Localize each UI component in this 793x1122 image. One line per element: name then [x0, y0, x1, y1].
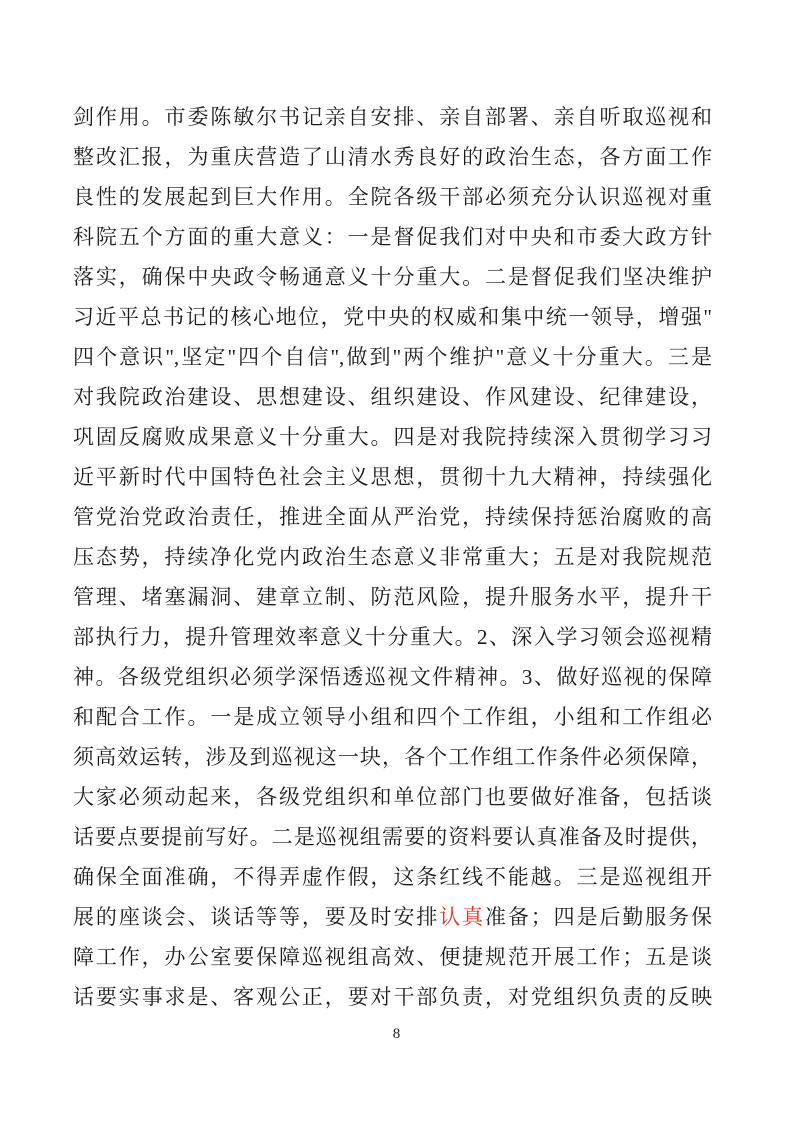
text-line: 巩固反腐败成果意义十分重大。四是对我院持续深入贯彻学习习 — [73, 425, 712, 449]
text-line: 管党治党政治责任，推进全面从严治党，持续保持惩治腐败的高 — [73, 505, 712, 529]
text-line: 话要点要提前写好。二是巡视组需要的资料要认真准备及时提供， — [73, 825, 712, 849]
text-line: 剑作用。市委陈敏尔书记亲自安排、亲自部署、亲自听取巡视和 — [73, 105, 712, 129]
text-line: 部执行力，提升管理效率意义十分重大。2、深入学习领会巡视精 — [73, 625, 712, 649]
text-line: 科院五个方面的重大意义：一是督促我们对中央和市委大政方针 — [73, 225, 712, 249]
text-line: 对我院政治建设、思想建设、组织建设、作风建设、纪律建设， — [73, 385, 712, 409]
text-line: 四个意识",坚定"四个自信",做到"两个维护"意义十分重大。三是 — [73, 345, 712, 369]
text-line: 确保全面准确，不得弄虚作假，这条红线不能越。三是巡视组开 — [73, 865, 712, 889]
text-segment: 展的座谈会、谈话等等，要及时安排 — [73, 905, 440, 929]
text-line: 整改汇报，为重庆营造了山清水秀良好的政治生态，各方面工作 — [73, 145, 712, 169]
text-line: 和配合工作。一是成立领导小组和四个工作组，小组和工作组必 — [73, 705, 712, 729]
text-line: 落实，确保中央政令畅通意义十分重大。二是督促我们坚决维护 — [73, 265, 712, 289]
page-number: 8 — [392, 1026, 401, 1042]
text-line: 习近平总书记的核心地位，党中央的权威和集中统一领导，增强" — [73, 305, 712, 329]
text-line: 管理、堵塞漏洞、建章立制、防范风险，提升服务水平，提升干 — [73, 585, 712, 609]
text-line: 良性的发展起到巨大作用。全院各级干部必须充分认识巡视对重 — [73, 185, 712, 209]
text-line: 话要实事求是、客观公正，要对干部负责，对党组织负责的反映 — [73, 985, 712, 1009]
text-line: 神。各级党组织必须学深悟透巡视文件精神。3、做好巡视的保障 — [73, 665, 712, 689]
text-segment: 准备；四是后勤服务保 — [485, 905, 712, 929]
highlighted-text: 认真 — [439, 905, 486, 929]
text-line: 须高效运转，涉及到巡视这一块，各个工作组工作条件必须保障， — [73, 745, 712, 769]
text-line: 障工作，办公室要保障巡视组高效、便捷规范开展工作；五是谈 — [73, 945, 712, 969]
body-text — [73, 97, 712, 1017]
text-line: 近平新时代中国特色社会主义思想，贯彻十九大精神，持续强化 — [73, 465, 712, 489]
text-line: 压态势，持续净化党内政治生态意义非常重大；五是对我院规范 — [73, 545, 712, 569]
text-line-with-highlight — [73, 897, 712, 937]
text-line: 大家必须动起来，各级党组织和单位部门也要做好准备，包括谈 — [73, 785, 712, 809]
